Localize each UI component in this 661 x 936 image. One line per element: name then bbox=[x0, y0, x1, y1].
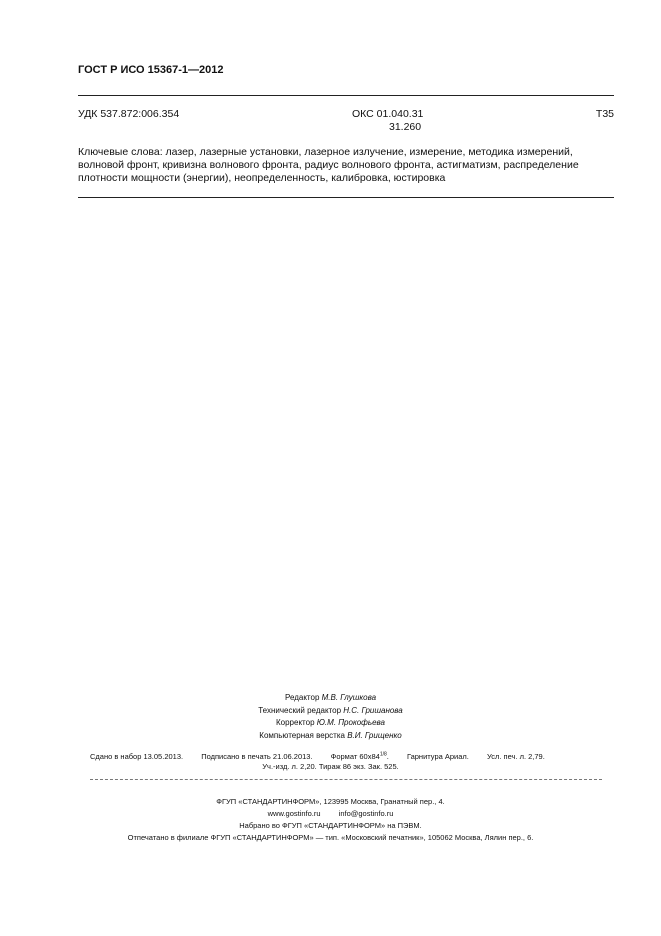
printing-divider bbox=[90, 779, 602, 780]
oks-line-1: ОКС 01.040.31 bbox=[352, 108, 424, 120]
font-info: Гарнитура Ариал. bbox=[406, 751, 469, 761]
editor-line: Редактор М.В. Глушкова bbox=[284, 693, 377, 702]
signed-date: Подписано в печать 21.06.2013. bbox=[201, 751, 313, 761]
printed-sheets: Усл. печ. л. 2,79. bbox=[486, 751, 545, 761]
email-link[interactable]: info@gostinfo.ru bbox=[338, 809, 394, 818]
layout-line: Компьютерная верстка В.И. Грищенко bbox=[259, 730, 402, 740]
paper-format: Формат $60x84^{1/8}$. bbox=[330, 751, 389, 761]
keywords-paragraph: Ключевые слова: лазер, лазерные установки, лазерное излучение, измерение, методика измерений, волновой фронт, кривизна волнового фронта, радиус волнового фронта, астигматизм, распределение плотности мощности (энергии), неопределенность, калибровка, юстировка bbox=[78, 146, 579, 184]
udk-code: УДК 537.872:006.354 bbox=[78, 108, 180, 120]
publisher-contacts bbox=[0, 808, 661, 820]
document-code: ГОСТ Р ИСО 15367-1—2012 bbox=[78, 64, 224, 76]
credits-block bbox=[0, 692, 661, 742]
oks-code bbox=[352, 108, 423, 134]
printed-note: Отпечатано в филиале ФГУП «СТАНДАРТИНФОРМ» — тип. «Московский печатник», 105062 Москва, Лялин пер., 6. bbox=[127, 833, 534, 842]
website-link[interactable]: www.gostinfo.ru bbox=[267, 809, 321, 818]
submitted-date: Сдано в набор 13.05.2013. bbox=[90, 751, 184, 761]
t-code: Т35 bbox=[595, 108, 614, 120]
tech-editor-line: Технический редактор Н.С. Гришанова bbox=[258, 705, 403, 715]
publisher-block bbox=[0, 796, 661, 844]
top-divider bbox=[78, 95, 614, 96]
typeset-note: Набрано во ФГУП «СТАНДАРТИНФОРМ» на ПЭВМ. bbox=[239, 821, 422, 830]
oks-line-2: 31.260 bbox=[389, 121, 422, 133]
printing-info-row bbox=[90, 751, 561, 761]
keywords-divider bbox=[78, 197, 614, 198]
publisher-address: ФГУП «СТАНДАРТИНФОРМ», 123995 Москва, Гранатный пер., 4. bbox=[216, 797, 445, 806]
corrector-line: Корректор Ю.М. Прокофьева bbox=[276, 718, 385, 727]
printing-info-row-2: Уч.-изд. л. 2,20. Тираж 86 экз. Зак. 525. bbox=[262, 762, 399, 771]
